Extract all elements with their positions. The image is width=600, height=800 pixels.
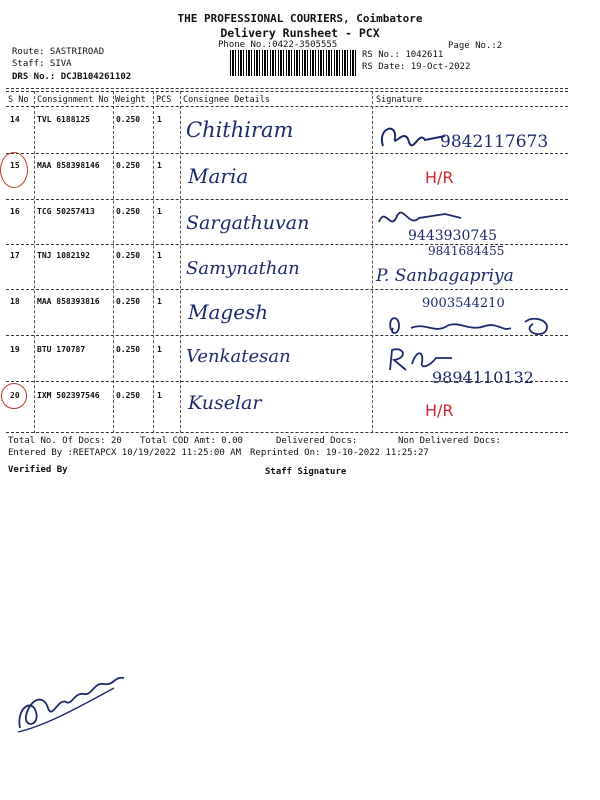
page-number: Page No.:2 xyxy=(448,41,503,51)
drs-number: DRS No.: DCJB104261102 xyxy=(12,72,132,82)
delivered-docs: Delivered Docs: xyxy=(276,436,358,446)
row-sno: 17 xyxy=(10,251,20,260)
row-weight: 0.250 xyxy=(116,251,141,260)
entered-by: Entered By :REETAPCX 10/19/2022 11:25:00 AM xyxy=(8,448,241,458)
total-cod: Total COD Amt: 0.00 xyxy=(140,436,243,446)
col-header-consignee: Consignee Details xyxy=(183,95,270,105)
row-divider xyxy=(6,153,568,154)
row-signature-hr: H/R xyxy=(425,401,454,420)
row-consignment: IXM 502397546 xyxy=(37,391,100,400)
row-consignee-handwritten: Sargathuvan xyxy=(186,212,310,234)
row-sno: 19 xyxy=(10,345,20,354)
row-weight: 0.250 xyxy=(116,345,141,354)
row-divider xyxy=(6,289,568,290)
row-pcs: 1 xyxy=(157,345,162,354)
column-divider xyxy=(372,91,373,433)
rs-date: RS Date: 19-Oct-2022 xyxy=(362,62,471,72)
verified-by: Verified By xyxy=(8,465,68,475)
row-sno: 15 xyxy=(10,161,20,170)
row-pcs: 1 xyxy=(157,161,162,170)
barcode xyxy=(230,50,358,76)
row-signature-phone: 9003544210 xyxy=(422,296,505,311)
company-name: THE PROFESSIONAL COURIERS, Coimbatore xyxy=(177,12,423,25)
row-signature-phone: 9443930745 xyxy=(408,228,498,244)
column-divider xyxy=(180,91,181,433)
row-pcs: 1 xyxy=(157,207,162,216)
col-header-sno: S No xyxy=(8,95,29,105)
row-pcs: 1 xyxy=(157,297,162,306)
row-consignment: TCG 50257413 xyxy=(37,207,95,216)
row-signature-name: P. Sanbagapriya xyxy=(376,266,514,286)
row-signature-phone-2: 9841684455 xyxy=(428,244,505,258)
row-consignee-handwritten: Kuselar xyxy=(188,392,262,414)
red-circle-mark xyxy=(0,152,28,188)
row-pcs: 1 xyxy=(157,115,162,124)
row-consignee-handwritten: Venkatesan xyxy=(186,346,291,367)
row-weight: 0.250 xyxy=(116,391,141,400)
table-top-rule xyxy=(6,88,568,89)
row-consignee-handwritten: Magesh xyxy=(188,300,269,324)
row-sno: 16 xyxy=(10,207,20,216)
row-signature-phone: 9842117673 xyxy=(440,132,549,152)
row-consignment: TVL 6188125 xyxy=(37,115,90,124)
staff-signature-label: Staff Signature xyxy=(265,467,347,477)
row-consignee-handwritten: Samynathan xyxy=(186,258,300,279)
row-signature-phone: 9894110132 xyxy=(432,368,534,387)
column-divider xyxy=(153,91,154,433)
row-signature-hr: H/R xyxy=(425,168,454,187)
row-weight: 0.250 xyxy=(116,115,141,124)
rs-number: RS No.: 1042611 xyxy=(362,50,444,60)
staff-signature-scribble xyxy=(14,668,134,738)
route-label: Route: SASTRIROAD xyxy=(12,47,105,57)
table-top-rule-2 xyxy=(6,91,568,92)
row-consignment: MAA 858398146 xyxy=(37,161,100,170)
row-sno: 14 xyxy=(10,115,20,124)
row-consignment: BTU 170787 xyxy=(37,345,86,354)
row-pcs: 1 xyxy=(157,251,162,260)
row-pcs: 1 xyxy=(157,391,162,400)
total-docs: Total No. Of Docs: 20 xyxy=(8,436,122,446)
row-weight: 0.250 xyxy=(116,207,141,216)
row-divider xyxy=(6,199,568,200)
row-consignee-handwritten: Chithiram xyxy=(186,118,294,142)
signature-scribble xyxy=(385,312,555,338)
row-sno: 20 xyxy=(10,391,20,400)
table-bottom-rule xyxy=(6,432,568,433)
row-weight: 0.250 xyxy=(116,161,141,170)
row-weight: 0.250 xyxy=(116,297,141,306)
row-consignment: MAA 858393816 xyxy=(37,297,100,306)
document-title: Delivery Runsheet - PCX xyxy=(220,26,380,40)
phone-number: Phone No.:0422-3505555 xyxy=(218,40,338,50)
column-divider xyxy=(34,91,35,433)
col-header-pcs: PCS xyxy=(156,95,172,105)
non-delivered-docs: Non Delivered Docs: xyxy=(398,436,501,446)
table-header-rule xyxy=(6,106,568,107)
reprinted-on: Reprinted On: 19-10-2022 11:25:27 xyxy=(250,448,429,458)
staff-label: Staff: SIVA xyxy=(12,59,72,69)
column-divider xyxy=(113,91,114,433)
row-consignee-handwritten: Maria xyxy=(188,164,249,188)
row-consignment: TNJ 1082192 xyxy=(37,251,90,260)
row-sno: 18 xyxy=(10,297,20,306)
col-header-weight: Weight xyxy=(115,95,146,105)
col-header-signature: Signature xyxy=(376,95,423,105)
col-header-consignment: Consignment No xyxy=(37,95,109,105)
